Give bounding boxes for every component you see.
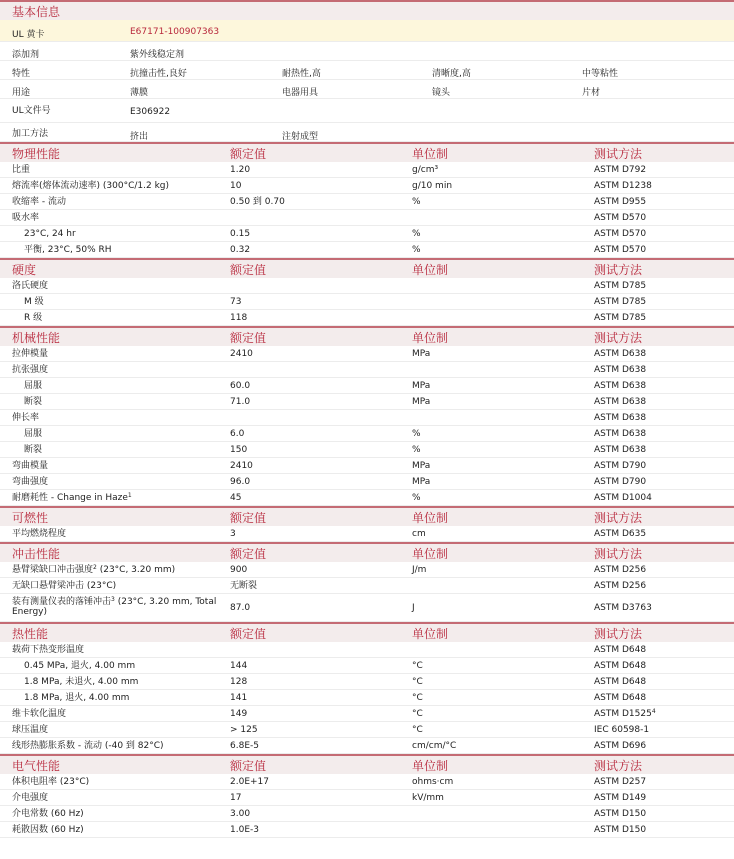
property-method: ASTM D648 <box>594 677 647 687</box>
property-unit: °C <box>412 661 423 671</box>
property-row <box>0 526 734 542</box>
additive-label: 添加剂 <box>12 50 40 60</box>
property-method: ASTM D150 <box>594 825 647 835</box>
property-unit: ohms·cm <box>412 777 454 787</box>
uses-label: 用途 <box>12 88 31 98</box>
property-value: 6.0 <box>230 429 245 439</box>
property-row <box>0 578 734 594</box>
property-method: ASTM D648 <box>594 645 647 655</box>
property-name: 0.45 MPa, 退火, 4.00 mm <box>24 661 136 671</box>
column-header-method: 测试方法 <box>594 759 643 773</box>
property-method: ASTM D257 <box>594 777 647 787</box>
property-name: 23°C, 24 hr <box>24 229 76 239</box>
property-value: 1.0E-3 <box>230 825 259 835</box>
property-row <box>0 242 734 258</box>
footnote-marker: 3 <box>111 596 115 603</box>
property-name: 屈服 <box>24 429 43 439</box>
property-value: 60.0 <box>230 381 251 391</box>
property-name: 吸水率 <box>12 213 40 223</box>
property-method: ASTM D955 <box>594 197 647 207</box>
property-unit: J <box>412 603 415 613</box>
property-value: 149 <box>230 709 248 719</box>
column-header-unit: 单位制 <box>412 263 449 277</box>
property-name: 伸长率 <box>12 413 40 423</box>
column-header-method: 测试方法 <box>594 627 643 641</box>
property-method: ASTM D638 <box>594 381 647 391</box>
property-method: ASTM D256 <box>594 565 647 575</box>
property-row <box>0 658 734 674</box>
property-method: ASTM D785 <box>594 281 647 291</box>
features-label: 特性 <box>12 69 31 79</box>
property-row <box>0 722 734 738</box>
property-unit: °C <box>412 693 423 703</box>
property-method: ASTM D638 <box>594 397 647 407</box>
property-row <box>0 362 734 378</box>
property-name: 平均燃烧程度 <box>12 529 67 539</box>
column-header-method: 测试方法 <box>594 147 643 161</box>
column-header-unit: 单位制 <box>412 511 449 525</box>
property-name: 介电常数 (60 Hz) <box>12 809 84 819</box>
property-method: ASTM D790 <box>594 461 647 471</box>
property-unit: MPa <box>412 349 431 359</box>
ul-yellow-card-row <box>0 20 734 42</box>
property-name: 弯曲模量 <box>12 461 49 471</box>
property-method: ASTM D785 <box>594 297 647 307</box>
column-header-rated: 额定值 <box>230 263 267 277</box>
property-value: 无断裂 <box>230 581 258 591</box>
property-row <box>0 310 734 326</box>
column-header-unit: 单位制 <box>412 547 449 561</box>
property-method: ASTM D150 <box>594 809 647 819</box>
property-method: ASTM D1238 <box>594 181 652 191</box>
property-name: 断裂 <box>24 445 43 455</box>
footnote-marker: 2 <box>93 564 97 571</box>
feature-item: 清晰度,高 <box>432 69 471 79</box>
property-name: 体积电阻率 (23°C) <box>12 777 90 787</box>
property-unit: J/m <box>412 565 427 575</box>
column-header-rated: 额定值 <box>230 331 267 345</box>
property-row <box>0 774 734 790</box>
section-title: 电气性能 <box>12 759 61 773</box>
feature-item: 抗撞击性,良好 <box>130 69 187 79</box>
property-method: ASTM D638 <box>594 413 647 423</box>
property-name: 载荷下热变形温度 <box>12 645 85 655</box>
property-row <box>0 490 734 506</box>
property-value: 0.15 <box>230 229 251 239</box>
column-header-unit: 单位制 <box>412 627 449 641</box>
property-row <box>0 378 734 394</box>
property-name: 球压温度 <box>12 725 49 735</box>
property-unit: °C <box>412 677 423 687</box>
property-value: 6.8E-5 <box>230 741 259 751</box>
property-value: 0.32 <box>230 245 251 255</box>
property-row <box>0 594 734 622</box>
property-value: 2410 <box>230 461 253 471</box>
property-name: 熔流率(熔体流动速率) (300°C/1.2 kg) <box>12 181 169 191</box>
property-value: 71.0 <box>230 397 251 407</box>
property-row <box>0 790 734 806</box>
property-unit: % <box>412 197 421 207</box>
use-item: 片材 <box>582 88 601 98</box>
section-header <box>0 622 734 642</box>
property-method: ASTM D785 <box>594 313 647 323</box>
uses-row <box>0 80 734 99</box>
property-unit: kV/mm <box>412 793 444 803</box>
additive-value: 紫外线稳定剂 <box>130 50 185 60</box>
property-unit: MPa <box>412 477 431 487</box>
property-value: 96.0 <box>230 477 251 487</box>
property-method: ASTM D648 <box>594 661 647 671</box>
property-unit: MPa <box>412 461 431 471</box>
property-unit: % <box>412 493 421 503</box>
use-item: 镜头 <box>432 88 451 98</box>
property-row <box>0 210 734 226</box>
column-header-rated: 额定值 <box>230 759 267 773</box>
property-unit: % <box>412 229 421 239</box>
column-header-method: 测试方法 <box>594 263 643 277</box>
property-name: 耐磨耗性 - Change in Haze$^1$ <box>12 492 132 503</box>
property-name: 悬臂梁缺口冲击强度$^2$ (23°C, 3.20 mm) <box>12 564 176 575</box>
property-unit: cm/cm/°C <box>412 741 457 751</box>
property-row <box>0 642 734 658</box>
property-row <box>0 162 734 178</box>
property-value: 141 <box>230 693 248 703</box>
property-method: ASTM D1004 <box>594 493 652 503</box>
property-value: 10 <box>230 181 242 191</box>
property-row <box>0 690 734 706</box>
property-row <box>0 346 734 362</box>
property-row <box>0 410 734 426</box>
feature-item: 中等粘性 <box>582 69 619 79</box>
column-header-rated: 额定值 <box>230 147 267 161</box>
property-value: 118 <box>230 313 248 323</box>
property-row <box>0 562 734 578</box>
process-item: 挤出 <box>130 132 149 142</box>
property-method: ASTM D638 <box>594 349 647 359</box>
column-header-unit: 单位制 <box>412 147 449 161</box>
property-method: ASTM D570 <box>594 245 647 255</box>
section-title: 物理性能 <box>12 147 61 161</box>
property-value: 144 <box>230 661 248 671</box>
property-method: ASTM D638 <box>594 429 647 439</box>
column-header-rated: 额定值 <box>230 627 267 641</box>
section-header <box>0 506 734 526</box>
feature-item: 耐热性,高 <box>282 69 321 79</box>
property-unit: g/cm³ <box>412 165 439 175</box>
property-method: IEC 60598-1 <box>594 725 650 735</box>
basic-info-header <box>0 0 734 20</box>
property-name: M 级 <box>24 297 44 307</box>
ul-label: UL 黄卡 <box>12 30 45 40</box>
section-header <box>0 326 734 346</box>
section-header <box>0 142 734 162</box>
property-unit: MPa <box>412 397 431 407</box>
property-value: 0.50 到 0.70 <box>230 197 285 207</box>
property-row <box>0 194 734 210</box>
property-name: 抗张强度 <box>12 365 49 375</box>
property-row <box>0 294 734 310</box>
ul-file-value: E306922 <box>130 107 171 117</box>
property-method: ASTM D790 <box>594 477 647 487</box>
property-name: 维卡软化温度 <box>12 709 67 719</box>
property-name: 断裂 <box>24 397 43 407</box>
property-row <box>0 426 734 442</box>
property-value: > 125 <box>230 725 258 735</box>
property-row <box>0 738 734 754</box>
column-header-unit: 单位制 <box>412 331 449 345</box>
property-name: 收缩率 - 流动 <box>12 197 66 207</box>
property-unit: °C <box>412 709 423 719</box>
section-title: 硬度 <box>12 263 37 277</box>
property-name: 装有测量仪表的落锤冲击$^3$ (23°C, 3.20 mm, Total Energy) <box>12 596 217 617</box>
property-value: 128 <box>230 677 248 687</box>
column-header-rated: 额定值 <box>230 547 267 561</box>
property-method: ASTM D570 <box>594 213 647 223</box>
property-name: 屈服 <box>24 381 43 391</box>
property-name: 介电强度 <box>12 793 49 803</box>
property-value: 45 <box>230 493 242 503</box>
use-item: 薄膜 <box>130 88 149 98</box>
property-row <box>0 458 734 474</box>
section-title: 可燃性 <box>12 511 49 525</box>
column-header-method: 测试方法 <box>594 511 643 525</box>
property-name: 1.8 MPa, 未退火, 4.00 mm <box>24 677 139 687</box>
property-value: 87.0 <box>230 603 251 613</box>
property-unit: % <box>412 445 421 455</box>
property-name: 耗散因数 (60 Hz) <box>12 825 84 835</box>
property-method: ASTM D1525$^4$ <box>594 708 656 719</box>
property-method: ASTM D696 <box>594 741 647 751</box>
property-method: ASTM D256 <box>594 581 647 591</box>
property-value: 2.0E+17 <box>230 777 269 787</box>
process-label: 加工方法 <box>12 129 49 139</box>
property-value: 900 <box>230 565 248 575</box>
property-name: 弯曲强度 <box>12 477 49 487</box>
property-row <box>0 442 734 458</box>
column-header-method: 测试方法 <box>594 331 643 345</box>
property-unit: cm <box>412 529 426 539</box>
property-row <box>0 226 734 242</box>
property-method: ASTM D635 <box>594 529 647 539</box>
property-method: ASTM D792 <box>594 165 647 175</box>
property-row <box>0 822 734 838</box>
property-name: 比重 <box>12 165 31 175</box>
property-value: 3.00 <box>230 809 251 819</box>
property-name: R 级 <box>24 313 43 323</box>
property-unit: °C <box>412 725 423 735</box>
property-value: 73 <box>230 297 242 307</box>
features-row <box>0 61 734 80</box>
property-method: ASTM D570 <box>594 229 647 239</box>
property-name: 线形热膨胀系数 - 流动 (-40 到 82°C) <box>12 741 164 751</box>
property-method: ASTM D638 <box>594 445 647 455</box>
property-name: 平衡, 23°C, 50% RH <box>24 245 112 255</box>
property-unit: % <box>412 245 421 255</box>
property-value: 3 <box>230 529 236 539</box>
process-item: 注射成型 <box>282 132 319 142</box>
property-method: ASTM D149 <box>594 793 647 803</box>
property-name: 1.8 MPa, 退火, 4.00 mm <box>24 693 130 703</box>
property-method: ASTM D3763 <box>594 603 652 613</box>
use-item: 电器用具 <box>282 88 319 98</box>
property-value: 17 <box>230 793 242 803</box>
property-row <box>0 674 734 690</box>
section-header <box>0 754 734 774</box>
column-header-method: 测试方法 <box>594 547 643 561</box>
property-row <box>0 178 734 194</box>
property-sections <box>0 142 734 838</box>
footnote-marker: 4 <box>651 708 656 715</box>
property-value: 1.20 <box>230 165 251 175</box>
section-title: 热性能 <box>12 627 49 641</box>
property-row <box>0 474 734 490</box>
section-title: 机械性能 <box>12 331 61 345</box>
property-unit: % <box>412 429 421 439</box>
property-row <box>0 806 734 822</box>
basic-info-title: 基本信息 <box>12 5 61 19</box>
ul-link[interactable]: E67171-100907363 <box>130 27 220 37</box>
section-title: 冲击性能 <box>12 547 61 561</box>
property-unit: MPa <box>412 381 431 391</box>
property-row <box>0 394 734 410</box>
property-method: ASTM D648 <box>594 693 647 703</box>
property-name: 拉伸模量 <box>12 349 49 359</box>
property-value: 2410 <box>230 349 253 359</box>
property-row <box>0 278 734 294</box>
column-header-unit: 单位制 <box>412 759 449 773</box>
process-row <box>0 123 734 142</box>
property-value: 150 <box>230 445 248 455</box>
additive-row <box>0 42 734 61</box>
ul-file-label: UL文件号 <box>12 106 51 116</box>
property-name: 洛氏硬度 <box>12 281 49 291</box>
ul-file-row <box>0 99 734 123</box>
property-unit: g/10 min <box>412 181 453 191</box>
property-name: 无缺口悬臂梁冲击 (23°C) <box>12 581 117 591</box>
footnote-marker: 1 <box>127 492 132 499</box>
section-header <box>0 258 734 278</box>
column-header-rated: 额定值 <box>230 511 267 525</box>
property-row <box>0 706 734 722</box>
section-header <box>0 542 734 562</box>
property-method: ASTM D638 <box>594 365 647 375</box>
